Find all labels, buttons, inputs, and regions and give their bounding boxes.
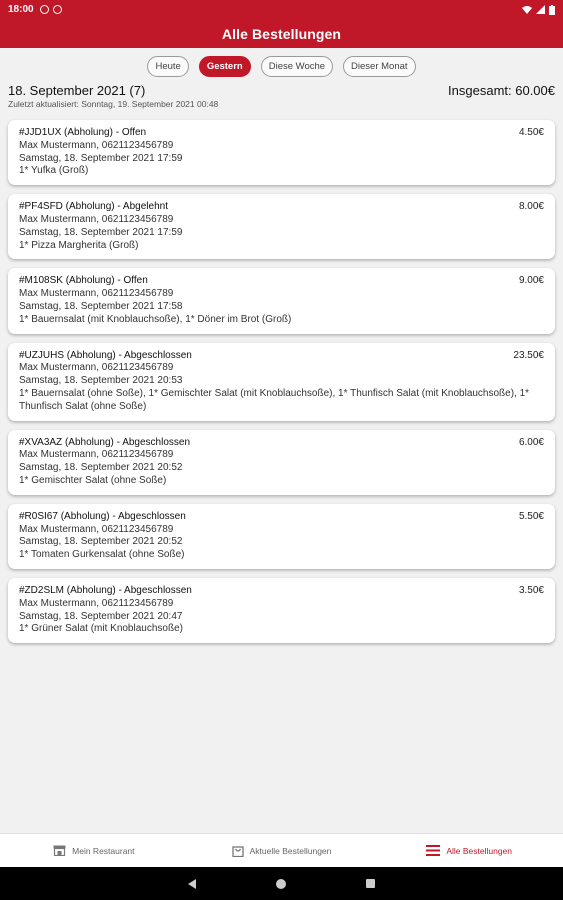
order-price: 23.50€ [513,349,544,361]
order-items: 1* Grüner Salat (mit Knoblauchsoße) [19,623,183,635]
order-card[interactable] [8,430,555,495]
order-price: 6.00€ [518,436,544,448]
order-time: Samstag, 18. September 2021 20:53 [19,375,183,387]
order-card[interactable] [8,504,555,569]
order-customer: Max Mustermann, 0621123456789 [19,523,174,535]
order-time: Samstag, 18. September 2021 17:59 [19,226,183,238]
back-icon[interactable] [188,879,196,889]
nav-all-orders[interactable] [375,845,563,856]
status-right [522,5,555,15]
order-card[interactable] [8,268,555,333]
home-icon[interactable] [276,879,286,889]
notification-icon [40,5,49,14]
order-header: #R0SI67 (Abholung) - Abgeschlossen [19,510,186,522]
order-header: #ZD2SLM (Abholung) - Abgeschlossen [19,584,192,596]
summary-date: 18. September 2021 (7) [8,83,146,98]
order-price: 4.50€ [518,127,544,138]
battery-icon [549,5,555,15]
order-customer: Max Mustermann, 0621123456789 [19,139,174,151]
cell-signal-icon [536,5,545,14]
order-time: Samstag, 18. September 2021 20:52 [19,536,183,548]
filter-today-chip[interactable]: Heute [147,56,188,77]
filter-this-month-chip[interactable]: Dieser Monat [343,56,416,77]
status-time: 18:00 [8,4,34,15]
last-updated: Zuletzt aktualisiert: Sonntag, 19. September 2021 00:48 [8,99,219,109]
order-header: #PF4SFD (Abholung) - Abgelehnt [19,201,168,213]
order-items: 1* Bauernsalat (ohne Soße), 1* Gemischter Salat (mit Knoblauchsoße), 1* Thunfisch Salat (mit Knoblauchsoße), 1* Thunfisch Salat (ohne Soße) [19,387,530,412]
order-price: 3.50€ [518,584,544,596]
order-items: 1* Tomaten Gurkensalat (ohne Soße) [19,549,185,561]
wifi-icon [522,5,532,14]
order-card[interactable] [8,578,555,643]
app-notification-icon [53,5,62,14]
order-header: #JJD1UX (Abholung) - Offen [19,127,147,138]
order-price: 9.00€ [518,275,544,287]
order-time: Samstag, 18. September 2021 20:52 [19,462,183,474]
order-time: Samstag, 18. September 2021 17:59 [19,152,183,164]
order-card[interactable] [8,194,555,259]
nav-all-orders-label: Alle Bestellungen [446,845,513,856]
filter-this-week-chip[interactable]: Diese Woche [261,56,333,77]
page-title: Alle Bestellungen [221,25,342,42]
order-items: 1* Bauernsalat (mit Knoblauchsoße), 1* Döner im Brot (Groß) [19,313,292,325]
summary-total: Insgesamt: 60.00€ [448,83,555,98]
order-items: 1* Pizza Margherita (Groß) [19,239,139,251]
nav-my-restaurant-label: Mein Restaurant [72,845,135,856]
order-customer: Max Mustermann, 0621123456789 [19,597,174,609]
nav-my-restaurant[interactable] [0,845,188,856]
order-header: #UZJUHS (Abholung) - Abgeschlossen [19,349,192,361]
order-card[interactable] [8,120,555,185]
order-customer: Max Mustermann, 0621123456789 [19,288,174,300]
order-header: #M108SK (Abholung) - Offen [19,275,148,287]
order-price: 8.00€ [518,201,544,213]
order-items: 1* Yufka (Groß) [19,165,89,177]
order-customer: Max Mustermann, 0621123456789 [19,449,174,461]
order-customer: Max Mustermann, 0621123456789 [19,213,174,225]
status-bar [0,0,563,19]
menu-list-icon [426,845,440,856]
store-icon [53,845,66,856]
order-time: Samstag, 18. September 2021 17:58 [19,300,183,312]
nav-current-orders[interactable] [188,844,376,857]
date-filter-chips [0,56,563,77]
orders-summary [8,83,555,109]
shopping-bag-icon [232,844,244,857]
order-header: #XVA3AZ (Abholung) - Abgeschlossen [19,436,191,448]
order-customer: Max Mustermann, 0621123456789 [19,362,174,374]
bottom-navigation [0,833,563,867]
recent-apps-icon[interactable] [366,879,375,888]
order-list [8,120,555,652]
order-price: 5.50€ [518,510,544,522]
nav-current-orders-label: Aktuelle Bestellungen [249,845,332,856]
order-time: Samstag, 18. September 2021 20:47 [19,610,183,622]
app-bar [0,19,563,48]
order-card[interactable] [8,343,555,421]
order-items: 1* Gemischter Salat (ohne Soße) [19,474,167,486]
system-navigation-bar [0,867,563,900]
filter-yesterday-chip[interactable]: Gestern [199,56,251,77]
